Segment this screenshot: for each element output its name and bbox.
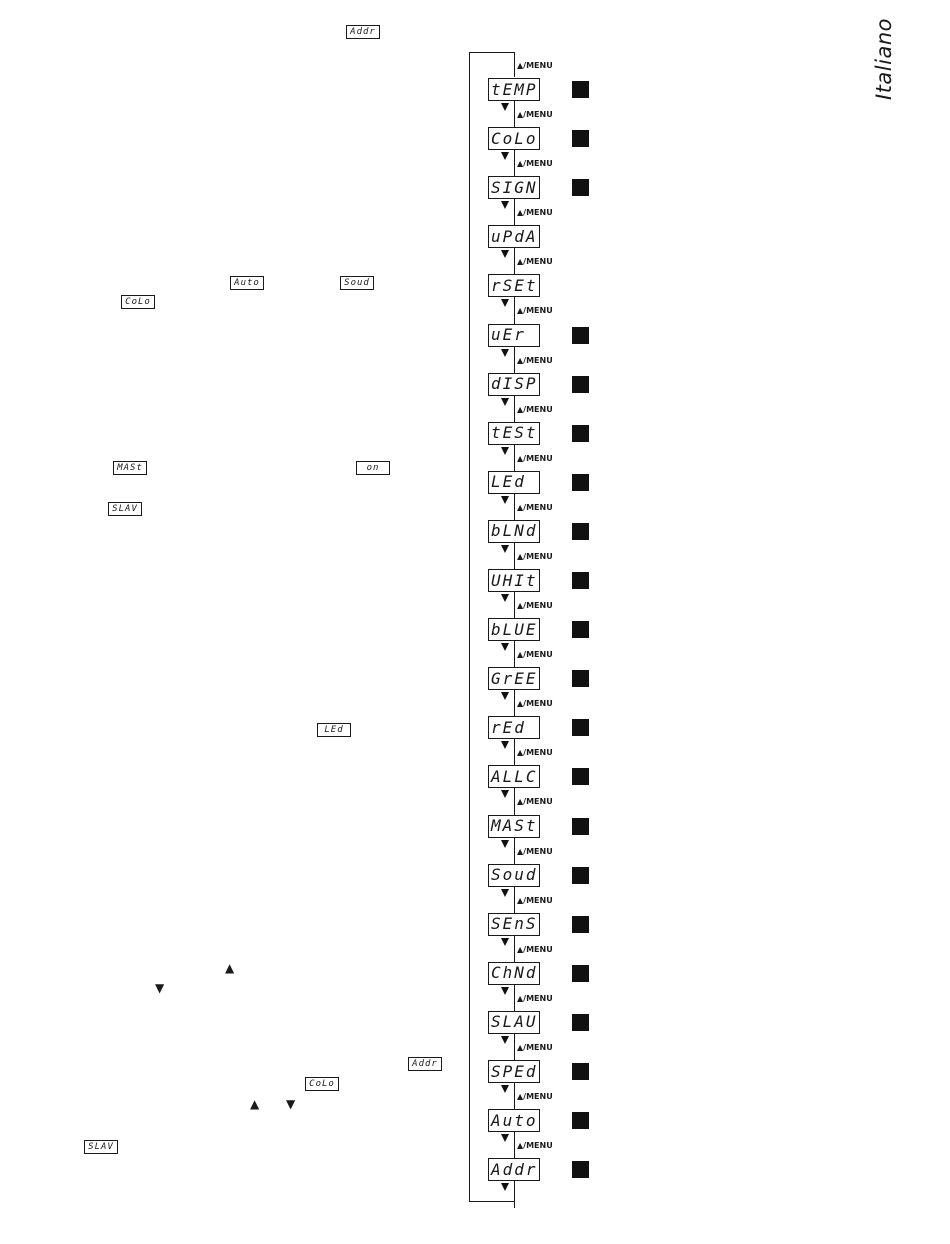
menu-up-label: ▲/MENU [517,1042,553,1052]
menu-up-label: ▲/MENU [517,944,553,954]
down-arrow-icon [501,201,509,209]
connector-line [514,494,515,521]
connector-line [514,543,515,570]
menu-item-test: tESt [488,422,540,445]
addr-code-bottom: Addr [408,1057,442,1071]
menu-up-label: ▲/MENU [517,797,553,807]
down-arrow-icon [501,889,509,897]
menu-item-sens: SEnS [488,913,540,936]
connector-line [514,690,515,717]
down-arrow-icon [501,790,509,798]
down-arrow-icon [501,250,509,258]
down-arrow-icon [501,594,509,602]
menu-up-label: ▲/MENU [517,601,553,610]
connector-line [514,985,515,1012]
mast-code: MASt [113,461,147,475]
indicator-square [572,1014,589,1031]
indicator-square [572,572,589,589]
menu-item-sign: SIGN [488,176,540,199]
addr-code-top: Addr [346,25,380,39]
menu-up-label: ▲/MENU [517,551,553,561]
indicator-square [572,621,589,638]
slav-code-2: SLAV [84,1140,118,1154]
menu-up-label: ▲/MENU [517,208,553,218]
colo-code-2: CoLo [305,1077,339,1091]
colo-code: CoLo [121,295,155,309]
up-arrow-icon: ▲ [225,961,235,975]
down-arrow-icon [501,103,509,111]
down-arrow-icon [501,152,509,160]
connector-line [514,1132,515,1159]
menu-item-slau: SLAU [488,1011,540,1034]
indicator-square [572,327,589,344]
connector-line [514,1034,515,1061]
down-arrow-icon [501,840,509,848]
connector-line [514,887,515,914]
connector-top [514,52,515,77]
down-arrow-icon [501,1183,509,1191]
indicator-square [572,474,589,491]
menu-up-label: ▲/MENU [517,1092,553,1101]
menu-up-label: ▲/MENU [517,355,553,365]
down-arrow-icon [501,692,509,700]
connector-line [514,788,515,815]
menu-item-rset: rSEt [488,274,540,297]
indicator-square [572,867,589,884]
indicator-square [572,670,589,687]
language-label: Italiano [872,18,896,100]
down-arrow-icon [501,447,509,455]
down-arrow-icon [501,545,509,553]
slav-code-1: SLAV [108,502,142,516]
down-arrow-icon [501,496,509,504]
led-code: LEd [317,723,351,737]
connector-line [514,1181,515,1208]
menu-item-allc: ALLC [488,765,540,788]
menu-up-label: ▲/MENU [517,306,553,316]
menu-item-upda: uPdA [488,225,540,248]
connector-line [514,592,515,619]
menu-up-label: ▲/MENU [517,895,553,905]
connector-line [514,101,515,128]
down-arrow-icon [501,398,509,406]
connector-line [514,347,515,374]
menu-item-red: rEd [488,716,540,739]
menu-item-temp: tEMP [488,78,540,101]
menu-item-mast: MASt [488,815,540,838]
menu-up-label: ▲/MENU [517,110,553,119]
indicator-square [572,179,589,196]
menu-item-soud: Soud [488,864,540,887]
menu-item-colo: CoLo [488,127,540,150]
indicator-square [572,916,589,933]
connector-line [514,297,515,324]
indicator-square [572,818,589,835]
connector-line [514,445,515,472]
diagram-frame-left [469,52,470,1202]
menu-up-label: ▲/MENU [517,846,553,856]
diagram-frame-bottom [469,1201,514,1202]
down-arrow-icon-2: ▼ [286,1097,296,1111]
menu-up-label: ▲/MENU [517,993,553,1003]
menu-item-addr: Addr [488,1158,540,1181]
connector-line [514,739,515,766]
down-arrow-icon [501,643,509,651]
indicator-square [572,81,589,98]
menu-item-uhit: UHIt [488,569,540,592]
menu-up-label: ▲/MENU [517,159,553,169]
menu-up-label: ▲/MENU [517,748,553,758]
auto-code: Auto [230,276,264,290]
menu-item-uer: uEr [488,324,540,347]
indicator-square [572,425,589,442]
indicator-square [572,1063,589,1080]
indicator-square [572,768,589,785]
down-arrow-icon [501,741,509,749]
menu-up-label: ▲/MENU [517,1141,553,1151]
menu-up-label: ▲/MENU [517,404,553,414]
up-arrow-icon-2: ▲ [250,1097,260,1111]
down-arrow-icon [501,349,509,357]
indicator-square [572,719,589,736]
down-arrow-icon [501,1036,509,1044]
menu-up-label: ▲/MENU [517,257,553,267]
connector-line [514,936,515,963]
menu-up-label: ▲/MENU [517,699,553,709]
menu-up-label-top: ▲/MENU [517,61,553,70]
menu-up-label: ▲/MENU [517,453,553,463]
menu-item-led: LEd [488,471,540,494]
connector-line [514,1083,515,1110]
menu-item-blue: bLUE [488,618,540,641]
down-arrow-icon [501,1085,509,1093]
down-arrow-icon [501,1134,509,1142]
indicator-square [572,965,589,982]
down-arrow-icon [501,987,509,995]
down-arrow-icon [501,299,509,307]
connector-line [514,150,515,177]
indicator-square [572,376,589,393]
soud-code: Soud [340,276,374,290]
menu-item-disp: dISP [488,373,540,396]
connector-line [514,248,515,275]
menu-item-auto: Auto [488,1109,540,1132]
menu-item-chnd: ChNd [488,962,540,985]
menu-up-label: ▲/MENU [517,502,553,512]
connector-line [514,838,515,865]
connector-line [514,199,515,226]
menu-item-sped: SPEd [488,1060,540,1083]
menu-item-gree: GrEE [488,667,540,690]
indicator-square [572,523,589,540]
indicator-square [572,130,589,147]
connector-line [514,396,515,423]
menu-up-label: ▲/MENU [517,650,553,660]
down-arrow-icon: ▼ [155,981,165,995]
indicator-square [572,1112,589,1129]
menu-item-blnd: bLNd [488,520,540,543]
connector-line [514,641,515,668]
down-arrow-icon [501,938,509,946]
indicator-square [572,1161,589,1178]
diagram-frame-top [469,52,514,53]
on-code: on [356,461,390,475]
